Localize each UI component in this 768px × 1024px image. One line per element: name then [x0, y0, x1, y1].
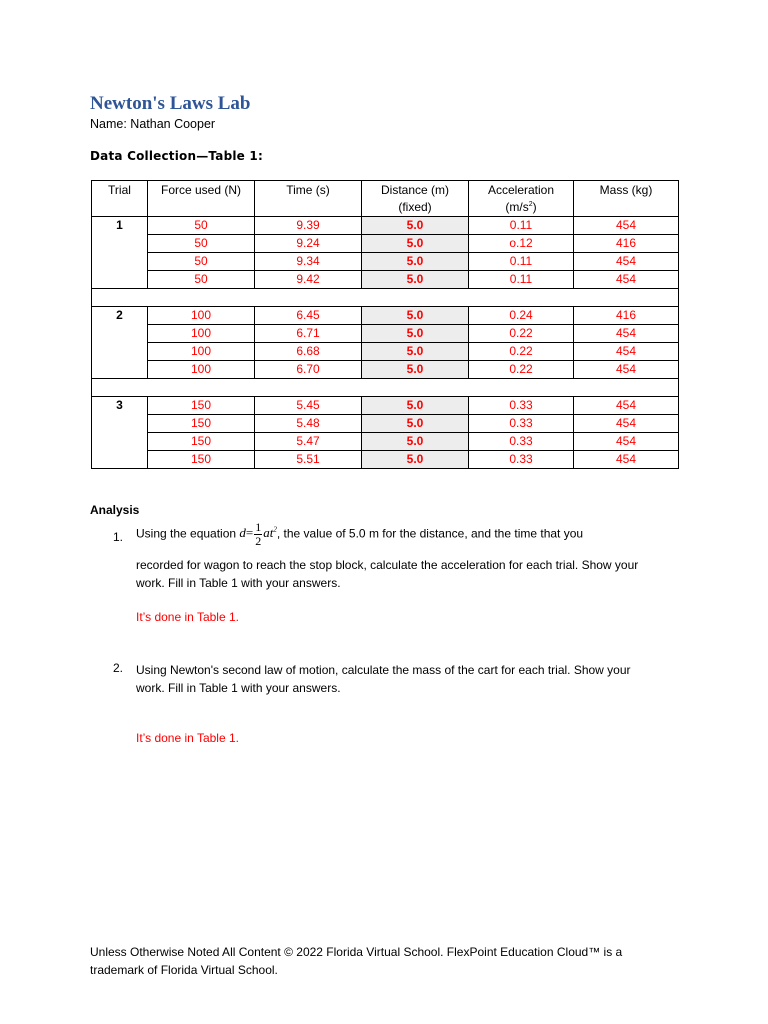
trial-number: 1: [92, 217, 148, 289]
table-row: [92, 253, 679, 271]
cell-force: 50: [148, 235, 255, 253]
cell-distance: 5.0: [362, 325, 469, 343]
cell-acceleration: 0.33: [469, 451, 574, 469]
equation-exponent: 2: [273, 526, 277, 535]
cell-acceleration: 0.24: [469, 307, 574, 325]
table-row: [92, 235, 679, 253]
header-time: Time (s): [255, 181, 362, 217]
cell-time: 9.42: [255, 271, 362, 289]
table-heading: Data Collection—Table 1:: [90, 149, 263, 163]
cell-acceleration: 0.11: [469, 271, 574, 289]
cell-distance: 5.0: [362, 433, 469, 451]
cell-acceleration: 0.11: [469, 253, 574, 271]
question-1-line3: work. Fill in Table 1 with your answers.: [136, 576, 341, 590]
cell-force: 150: [148, 451, 255, 469]
cell-mass: 454: [574, 217, 679, 235]
equation-d: d: [239, 525, 246, 541]
cell-distance: 5.0: [362, 235, 469, 253]
cell-acceleration: 0.11: [469, 217, 574, 235]
cell-force: 150: [148, 433, 255, 451]
cell-mass: 454: [574, 415, 679, 433]
footer-line1: Unless Otherwise Noted All Content © 2022 Florida Virtual School. FlexPoint Education Cloud™ is a: [90, 945, 623, 959]
cell-force: 150: [148, 397, 255, 415]
cell-time: 5.47: [255, 433, 362, 451]
table-row: [92, 433, 679, 451]
equation-denominator: 2: [255, 534, 262, 548]
cell-time: 9.39: [255, 217, 362, 235]
cell-time: 6.45: [255, 307, 362, 325]
header-accel-line1: Acceleration: [487, 183, 555, 197]
question-1-text-before: Using the equation: [136, 526, 240, 541]
cell-time: 9.34: [255, 253, 362, 271]
cell-force: 50: [148, 253, 255, 271]
cell-mass: 416: [574, 235, 679, 253]
footer: [90, 943, 670, 979]
header-distance-line2: (fixed): [398, 200, 432, 214]
cell-mass: 416: [574, 307, 679, 325]
header-acceleration: [469, 181, 574, 217]
header-accel-unit-suffix: ): [532, 200, 537, 214]
cell-distance: 5.0: [362, 253, 469, 271]
question-2-line2: work. Fill in Table 1 with your answers.: [136, 681, 341, 695]
cell-distance: 5.0: [362, 451, 469, 469]
cell-force: 100: [148, 325, 255, 343]
cell-force: 50: [148, 217, 255, 235]
separator-cell: [92, 379, 679, 397]
question-1-answer: It’s done in Table 1.: [136, 610, 239, 624]
cell-mass: 454: [574, 343, 679, 361]
cell-mass: 454: [574, 451, 679, 469]
cell-distance: 5.0: [362, 361, 469, 379]
equation-t: t: [269, 525, 274, 541]
equation-fraction: [254, 521, 262, 548]
equation-a: a: [263, 525, 270, 541]
equation-numerator: 1: [255, 520, 262, 534]
header-distance-line1: Distance (m): [380, 183, 449, 197]
cell-mass: 454: [574, 433, 679, 451]
cell-distance: 5.0: [362, 415, 469, 433]
table-row: [92, 217, 679, 235]
cell-distance: 5.0: [362, 343, 469, 361]
student-name: Name: Nathan Cooper: [90, 117, 216, 131]
cell-distance: 5.0: [362, 271, 469, 289]
cell-acceleration: 0.22: [469, 361, 574, 379]
cell-force: 100: [148, 343, 255, 361]
cell-time: 9.24: [255, 235, 362, 253]
trial-number: 3: [92, 397, 148, 469]
table-header-row: [92, 181, 679, 217]
cell-force: 100: [148, 361, 255, 379]
cell-acceleration: o.12: [469, 235, 574, 253]
table-body: [92, 217, 679, 469]
question-1-text-after: , the value of 5.0 m for the distance, and the time that you: [276, 526, 584, 541]
cell-acceleration: 0.33: [469, 415, 574, 433]
table-row: [92, 325, 679, 343]
header-force: Force used (N): [148, 181, 255, 217]
table-row: [92, 451, 679, 469]
analysis-heading: Analysis: [90, 503, 140, 517]
table-row: [92, 415, 679, 433]
table-row: [92, 271, 679, 289]
cell-time: 6.71: [255, 325, 362, 343]
cell-time: 5.45: [255, 397, 362, 415]
trial-number: 2: [92, 307, 148, 379]
footer-line2: trademark of Florida Virtual School.: [90, 963, 278, 977]
separator-row: [92, 379, 679, 397]
data-table: [91, 180, 679, 469]
cell-mass: 454: [574, 253, 679, 271]
question-1-line2: recorded for wagon to reach the stop block, calculate the acceleration for each trial. Show your: [136, 558, 639, 572]
question-2-number: 2.: [113, 661, 124, 675]
equation: [239, 520, 277, 548]
table-row: [92, 307, 679, 325]
header-accel-unit-prefix: (m/s: [505, 200, 529, 214]
cell-distance: 5.0: [362, 307, 469, 325]
separator-row: [92, 289, 679, 307]
question-2-line1: Using Newton's second law of motion, calculate the mass of the cart for each trial. Show your: [136, 663, 631, 677]
table-row: [92, 361, 679, 379]
cell-distance: 5.0: [362, 217, 469, 235]
document-title: Newton's Laws Lab: [90, 93, 251, 114]
cell-mass: 454: [574, 271, 679, 289]
cell-time: 5.51: [255, 451, 362, 469]
header-trial: Trial: [92, 181, 148, 217]
cell-acceleration: 0.22: [469, 325, 574, 343]
cell-acceleration: 0.33: [469, 397, 574, 415]
cell-acceleration: 0.33: [469, 433, 574, 451]
header-distance: [362, 181, 469, 217]
cell-mass: 454: [574, 361, 679, 379]
question-1-line1: [136, 521, 583, 548]
equation-equals: =: [245, 525, 254, 541]
cell-force: 100: [148, 307, 255, 325]
table-row: [92, 397, 679, 415]
cell-mass: 454: [574, 325, 679, 343]
table-row: [92, 343, 679, 361]
question-2-answer: It’s done in Table 1.: [136, 731, 239, 745]
cell-distance: 5.0: [362, 397, 469, 415]
cell-mass: 454: [574, 397, 679, 415]
cell-force: 50: [148, 271, 255, 289]
header-accel-unit-exp: 2: [528, 201, 533, 208]
cell-time: 6.68: [255, 343, 362, 361]
header-mass: Mass (kg): [574, 181, 679, 217]
cell-time: 6.70: [255, 361, 362, 379]
question-1-number: 1.: [113, 530, 124, 544]
cell-time: 5.48: [255, 415, 362, 433]
separator-cell: [92, 289, 679, 307]
cell-force: 150: [148, 415, 255, 433]
cell-acceleration: 0.22: [469, 343, 574, 361]
